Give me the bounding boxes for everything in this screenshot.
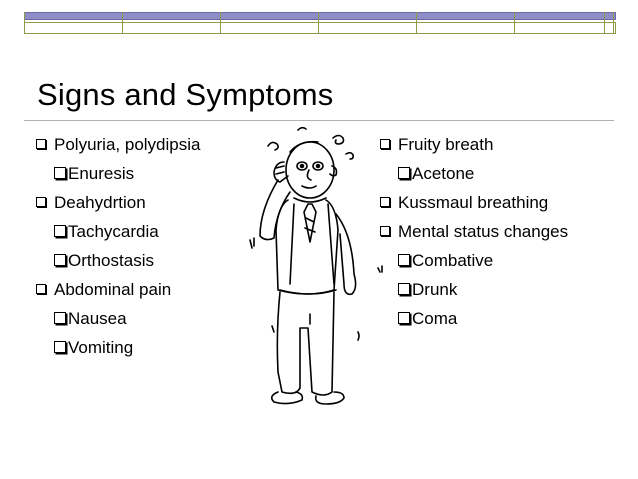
list-item (36, 217, 266, 246)
checkbox-bullet-icon (36, 284, 46, 294)
list-item-label: Fruity breath (398, 135, 494, 154)
checkbox-bullet-icon (398, 312, 410, 324)
checkbox-bullet-icon (36, 139, 46, 149)
list-item (36, 159, 266, 188)
list-item-label: Deahydrtion (54, 193, 146, 212)
header-bar-grid (24, 12, 614, 33)
list-item (36, 188, 266, 217)
list-item (380, 217, 620, 246)
list-item (380, 188, 620, 217)
list-item-label: Nausea (68, 309, 127, 328)
dizzy-man-illustration (238, 118, 384, 410)
list-item-label: Abdominal pain (54, 280, 172, 299)
list-item (380, 159, 620, 188)
list-item-label: Coma (412, 309, 458, 328)
list-item-label: Acetone (412, 164, 475, 183)
header-decoration (0, 0, 638, 36)
checkbox-bullet-icon (54, 254, 66, 266)
list-item (380, 304, 620, 333)
list-item (36, 246, 266, 275)
right-bullet-list (380, 130, 620, 333)
list-item (36, 333, 266, 362)
list-item-label: Kussmaul breathing (398, 193, 549, 212)
list-item-label: Enuresis (68, 164, 135, 183)
list-item (380, 246, 620, 275)
list-item (36, 304, 266, 333)
list-item (380, 130, 620, 159)
list-item (36, 130, 266, 159)
list-item-label: Vomiting (68, 338, 134, 357)
checkbox-bullet-icon (398, 283, 410, 295)
checkbox-bullet-icon (54, 225, 66, 237)
checkbox-bullet-icon (54, 167, 66, 179)
list-item-label: Mental status changes (398, 222, 569, 241)
list-item-label: Orthostasis (68, 251, 154, 270)
list-item (36, 275, 266, 304)
checkbox-bullet-icon (54, 312, 66, 324)
slide-title: Signs and Symptoms (37, 77, 334, 112)
list-item-label: Polyuria, polydipsia (54, 135, 201, 154)
list-item (380, 275, 620, 304)
checkbox-bullet-icon (398, 254, 410, 266)
checkbox-bullet-icon (36, 197, 46, 207)
list-item-label: Tachycardia (68, 222, 159, 241)
checkbox-bullet-icon (398, 167, 410, 179)
list-item-label: Combative (412, 251, 494, 270)
list-item-label: Drunk (412, 280, 458, 299)
left-bullet-list (36, 130, 266, 362)
checkbox-bullet-icon (54, 341, 66, 353)
